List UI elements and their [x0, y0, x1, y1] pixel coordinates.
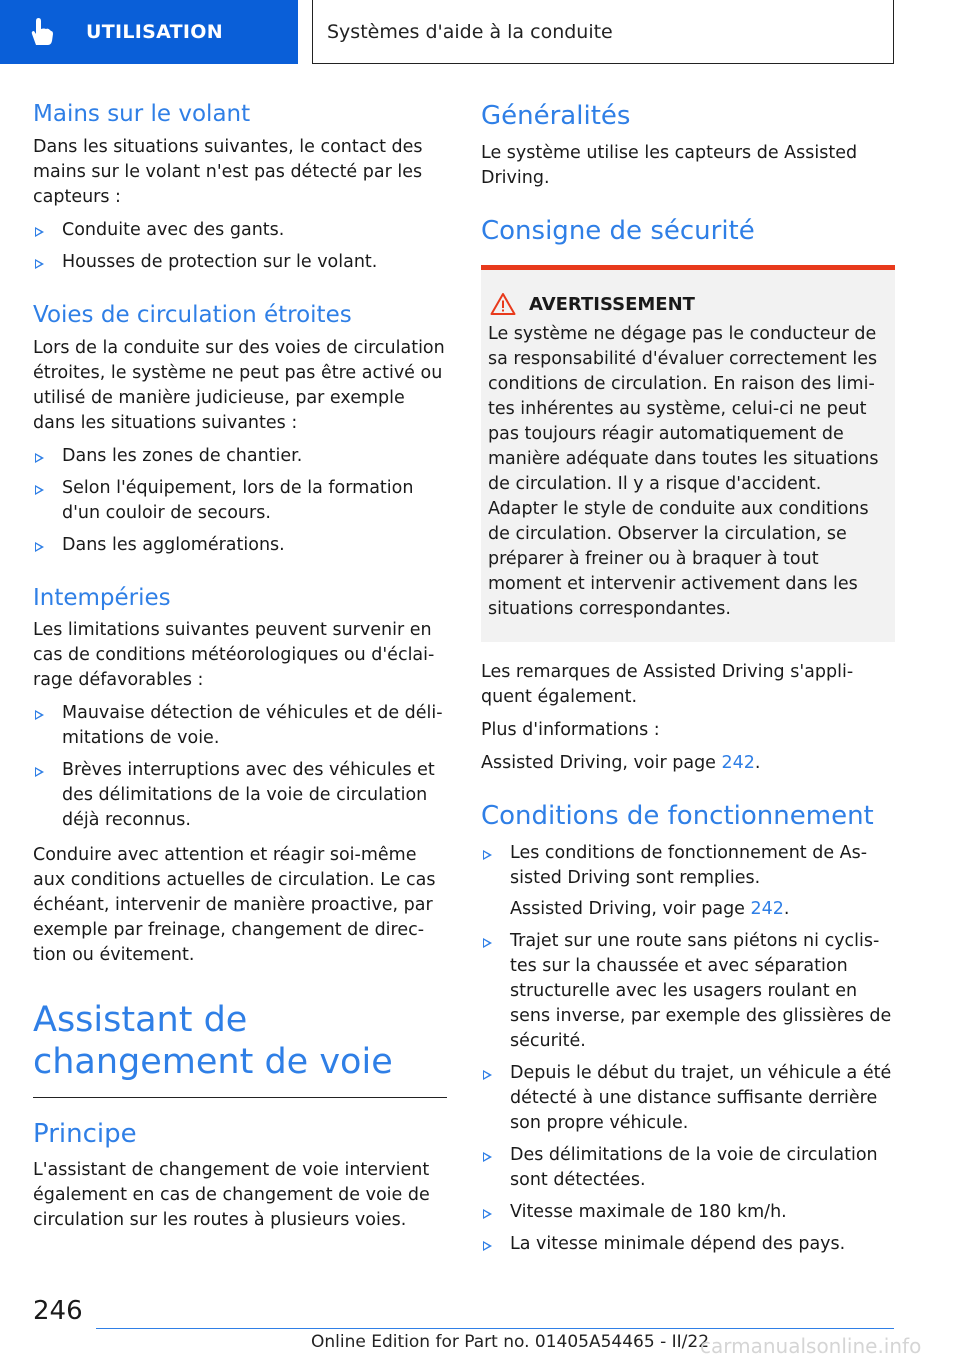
list-item: Mauvaise détection de véhicules et de délimitations de voie.	[33, 701, 447, 751]
page-link[interactable]: 242	[721, 753, 755, 773]
conditions-list	[481, 841, 895, 1257]
triangle-bullet-icon	[35, 710, 44, 720]
heading-consigne: Consigne de sécurité	[481, 215, 755, 246]
list-item: Selon l'équipement, lors de la formation d'un couloir de secours.	[33, 476, 447, 526]
footer-divider	[96, 1328, 894, 1329]
warning-label: AVERTISSEMENT	[529, 293, 695, 315]
more-info-text: Plus d'informations :	[481, 720, 660, 740]
page-link[interactable]: 242	[750, 898, 784, 919]
header-tab	[0, 0, 298, 64]
left-column	[33, 100, 447, 1241]
warning-text: Le système ne dégage pas le conducteur de sa responsabilité d'évaluer correctement les conditions de circulation. En raison des limites inhérentes au système, celui-ci ne peut pas toujours réagir automatiquement de manière adéquate dans toutes les situations de circulation. Il y a risque d'accident. Adapter le style de conduite aux conditions de circulation. Observer la circulation, se préparer à freiner ou à braquer à tout moment et intervenir activement dans les situations correspondantes.	[488, 324, 879, 619]
list-item: Trajet sur une route sans piétons ni cyclistes sur la chaussée et avec séparation structurelle avec les usagers roulant en sens inverse, par exemple des glissières de sécurité.	[481, 929, 895, 1054]
heading-intemperies: Intempéries	[33, 584, 171, 611]
mains-text: Dans les situations suivantes, le contact des mains sur le volant n'est pas détecté par les capteurs :	[33, 136, 423, 207]
heading-principe: Principe	[33, 1118, 137, 1149]
intemperies-text: Les limitations suivantes peuvent survenir en cas de conditions météorologiques ou d'éclairage défavorables :	[33, 620, 435, 691]
generalites-text: Le système utilise les capteurs de Assisted Driving.	[481, 142, 858, 188]
list-item: Housses de protection sur le volant.	[33, 250, 447, 275]
mains-list	[33, 218, 447, 275]
triangle-bullet-icon	[35, 259, 44, 269]
triangle-bullet-icon	[483, 1209, 492, 1219]
chapter-header	[312, 0, 894, 64]
list-item: Depuis le début du trajet, un véhicule a été détecté à une distance suffisante derrière son propre véhicule.	[481, 1061, 895, 1136]
heading-voies: Voies de circulation étroites	[33, 301, 352, 328]
assisted-driving-reference: Assisted Driving, voir page 242.	[481, 753, 761, 773]
remarks-text: Les remarques de Assisted Driving s'appliquent également.	[481, 662, 854, 707]
list-item: Des délimitations de la voie de circulation sont détectées.	[481, 1143, 895, 1193]
hand-icon	[24, 15, 58, 49]
triangle-bullet-icon	[35, 485, 44, 495]
warning-box	[481, 265, 895, 642]
triangle-bullet-icon	[35, 453, 44, 463]
warning-header	[488, 292, 883, 316]
list-item: Vitesse maximale de 180 km/h.	[481, 1200, 895, 1225]
triangle-bullet-icon	[483, 1070, 492, 1080]
list-item: Brèves interruptions avec des véhicules et des délimitations de la voie de circulation déjà reconnus.	[33, 758, 447, 833]
triangle-bullet-icon	[483, 850, 492, 860]
principe-text: L'assistant de changement de voie intervient également en cas de changement de voie de circulation sur les routes à plusieurs voies.	[33, 1160, 430, 1231]
triangle-bullet-icon	[483, 1152, 492, 1162]
list-item: Conduite avec des gants.	[33, 218, 447, 243]
footer-edition: Online Edition for Part no. 01405A54465 - II/22	[311, 1332, 710, 1352]
voies-text: Lors de la conduite sur des voies de circulation étroites, le système ne peut pas être activé ou utilisé de manière judicieuse, par exemple dans les situations suivantes :	[33, 337, 445, 433]
intemperies-list	[33, 701, 447, 833]
chapter-title: Assistant de changement de voie	[33, 1000, 393, 1082]
triangle-bullet-icon	[35, 227, 44, 237]
page-number: 246	[33, 1296, 83, 1326]
triangle-bullet-icon	[483, 1241, 492, 1251]
intemperies-after-text: Conduire avec attention et réagir soi-même aux conditions actuelles de circulation. Le cas échéant, intervenir de manière proactive, par exemple par freinage, changement de direction ou évitement.	[33, 845, 436, 966]
warning-triangle-icon	[490, 292, 516, 316]
watermark: carmanualsonline.info	[700, 1334, 922, 1358]
list-item: La vitesse minimale dépend des pays.	[481, 1232, 895, 1257]
triangle-bullet-icon	[35, 542, 44, 552]
section-tab-label: UTILISATION	[86, 21, 223, 43]
heading-conditions: Conditions de fonctionnement	[481, 801, 874, 831]
chapter-header-title: Systèmes d'aide à la conduite	[327, 20, 613, 43]
heading-mains: Mains sur le volant	[33, 101, 251, 127]
right-column	[481, 100, 895, 1267]
list-item: Dans les agglomérations.	[33, 533, 447, 558]
triangle-bullet-icon	[35, 767, 44, 777]
list-item: Dans les zones de chantier.	[33, 444, 447, 469]
voies-list	[33, 444, 447, 558]
chapter-divider	[33, 1097, 447, 1098]
heading-generalites: Généralités	[481, 101, 631, 131]
triangle-bullet-icon	[483, 938, 492, 948]
list-item: Les conditions de fonctionnement de Assisted Driving sont remplies. Assisted Driving, voir page 242.	[481, 841, 895, 922]
conditions-reference: Assisted Driving, voir page 242.	[510, 898, 790, 919]
